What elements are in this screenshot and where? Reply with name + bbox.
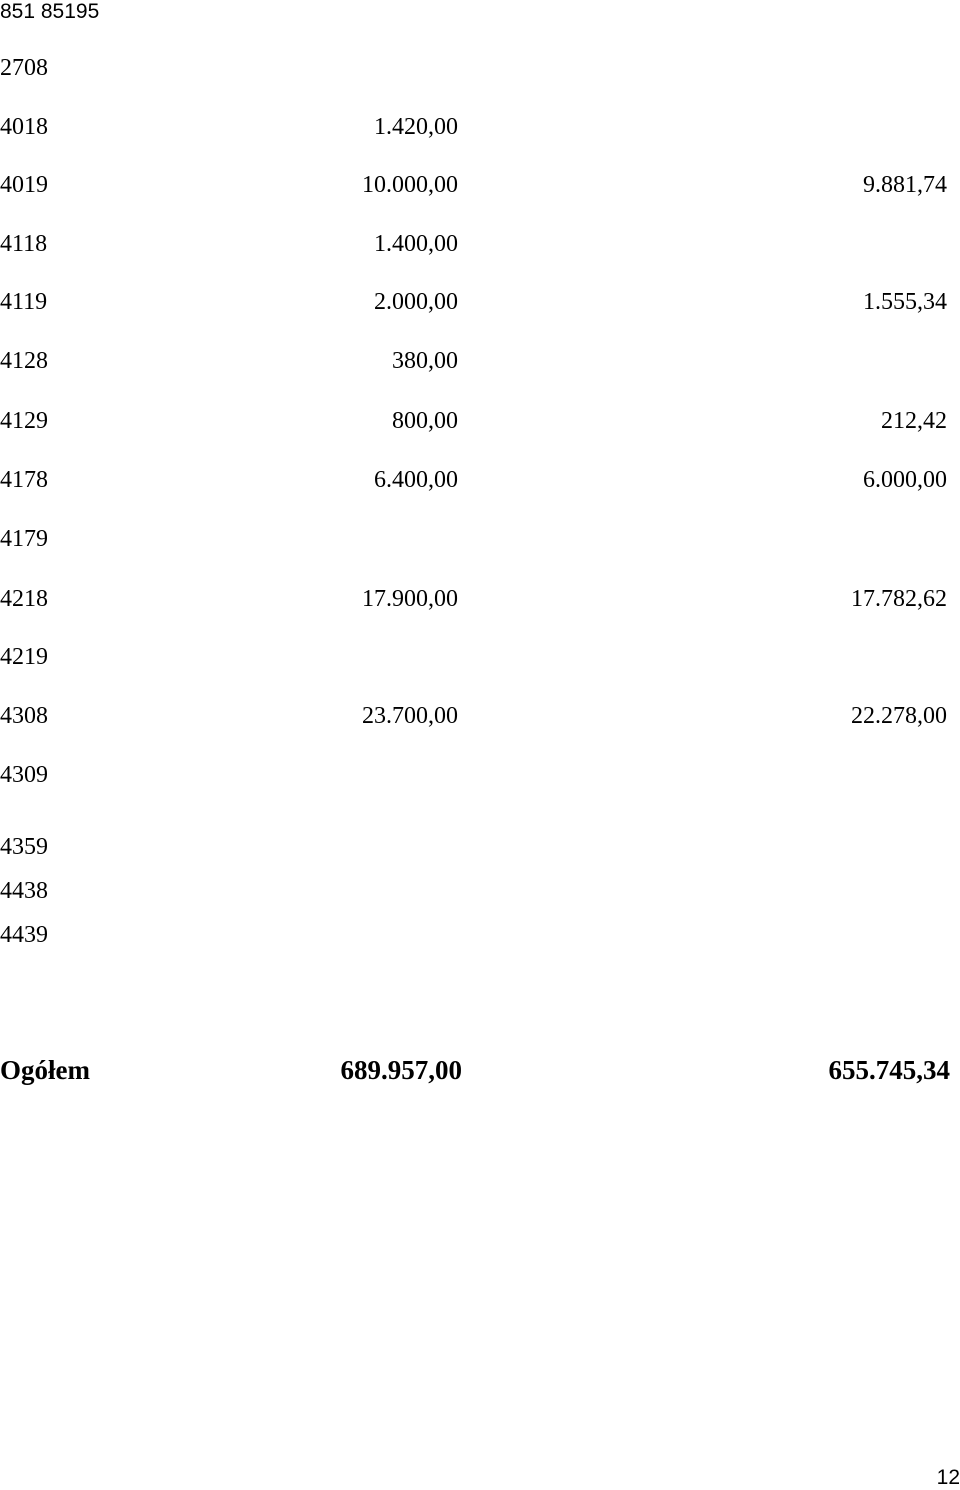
row-plan-amount: 2.000,00: [374, 289, 458, 315]
table-row: [0, 760, 960, 790]
table-row: [0, 876, 960, 906]
table-row: [0, 287, 960, 317]
total-plan-amount: 689.957,00: [340, 1055, 462, 1085]
row-exec-amount: 1.555,34: [863, 289, 947, 315]
row-code: 4128: [0, 348, 48, 374]
row-code: 4359: [0, 834, 48, 860]
row-code: 4218: [0, 586, 48, 612]
table-row: [0, 832, 960, 862]
total-row: [0, 1052, 960, 1088]
table-row: [0, 406, 960, 436]
row-code: 4119: [0, 289, 48, 315]
row-code: 4178: [0, 467, 48, 493]
table-row: [0, 465, 960, 495]
row-code: 4179: [0, 526, 48, 552]
total-exec-amount: 655.745,34: [828, 1055, 950, 1085]
table-row: [0, 229, 960, 259]
row-code: 4019: [0, 172, 48, 198]
table-row: [0, 170, 960, 200]
row-exec-amount: 17.782,62: [851, 586, 947, 612]
row-plan-amount: 23.700,00: [362, 703, 458, 729]
table-row: [0, 524, 960, 554]
row-code: 4308: [0, 703, 48, 729]
row-exec-amount: 22.278,00: [851, 703, 947, 729]
row-code: 2708: [0, 55, 48, 81]
row-plan-amount: 1.400,00: [374, 231, 458, 257]
row-plan-amount: 10.000,00: [362, 172, 458, 198]
row-plan-amount: 1.420,00: [374, 114, 458, 140]
table-row: [0, 112, 960, 142]
row-exec-amount: 6.000,00: [863, 467, 947, 493]
row-code: 4018: [0, 114, 48, 140]
row-exec-amount: 212,42: [881, 408, 947, 434]
table-row: [0, 920, 960, 950]
row-plan-amount: 17.900,00: [362, 586, 458, 612]
row-code: 4219: [0, 644, 48, 670]
page-number: 12: [936, 1466, 960, 1489]
row-code: 4438: [0, 878, 48, 904]
row-plan-amount: 800,00: [392, 408, 458, 434]
table-row: [0, 346, 960, 376]
row-exec-amount: 9.881,74: [863, 172, 947, 198]
row-code: 4118: [0, 231, 48, 257]
row-plan-amount: 380,00: [392, 348, 458, 374]
row-plan-amount: 6.400,00: [374, 467, 458, 493]
table-row: [0, 701, 960, 731]
table-row: [0, 642, 960, 672]
row-code: 4439: [0, 922, 48, 948]
total-label: Ogółem: [0, 1055, 90, 1085]
table-row: [0, 584, 960, 614]
header-classification: 851 85195: [0, 0, 100, 23]
table-row: [0, 53, 960, 83]
row-code: 4129: [0, 408, 48, 434]
row-code: 4309: [0, 762, 48, 788]
